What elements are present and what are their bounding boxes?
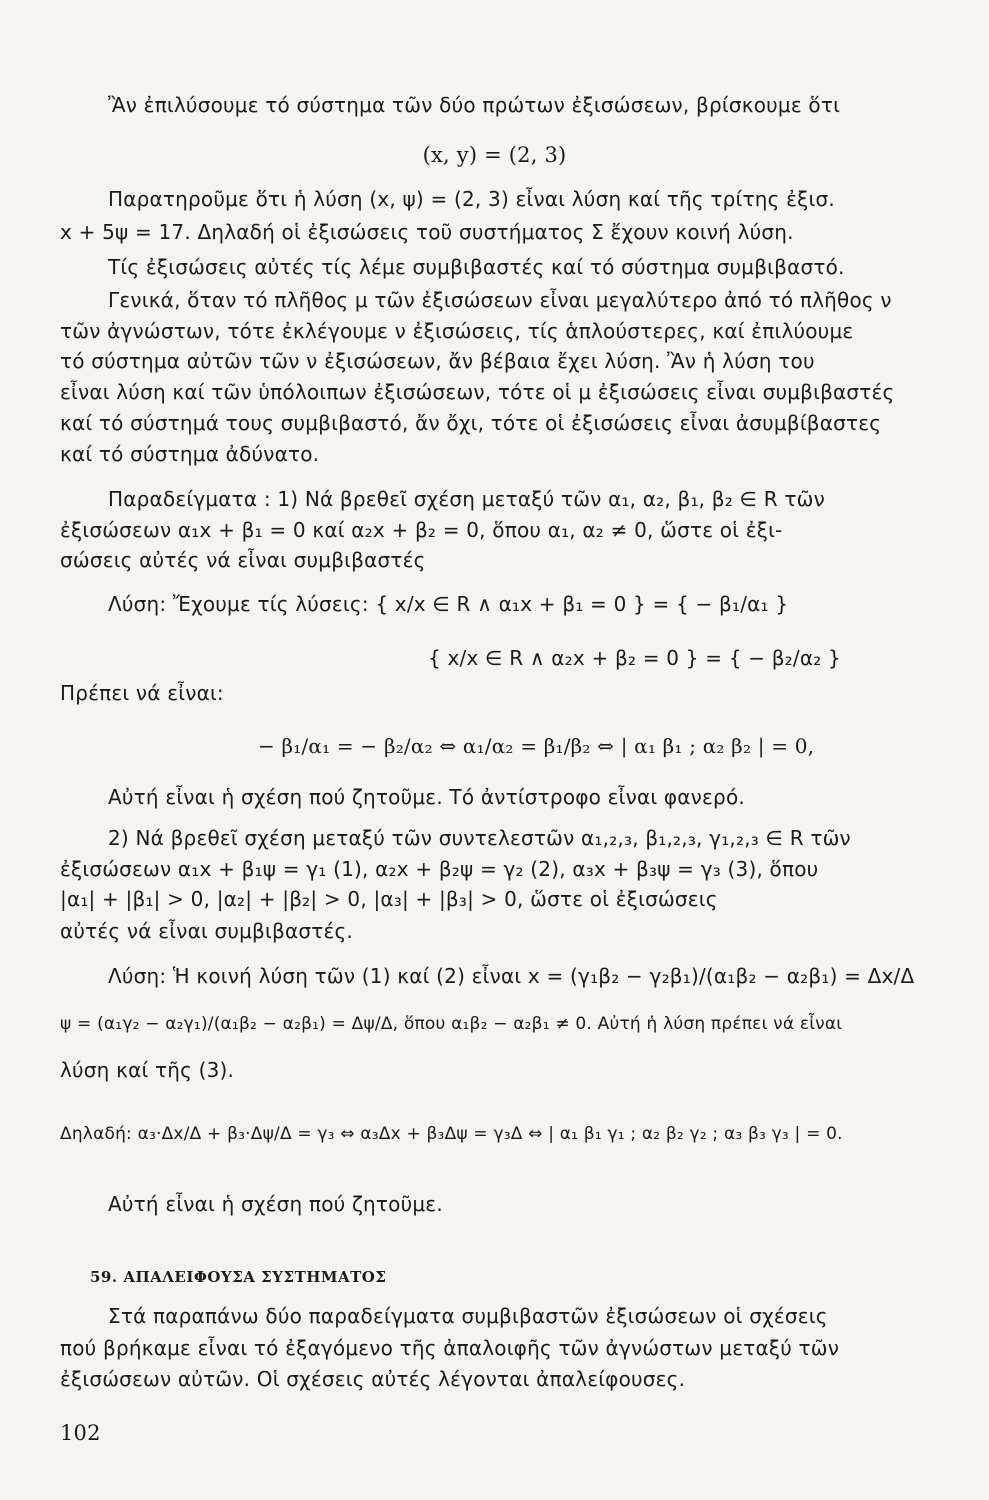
text-line: πού βρήκαμε εἶναι τό ἐξαγόμενο τῆς ἀπαλοιφῆς τῶν ἀγνώστων μεταξύ τῶν (60, 1336, 840, 1360)
text-line: ἐξισώσεων αὐτῶν. Οἱ σχέσεις αὐτές λέγονται ἀπαλείφουσες. (60, 1367, 686, 1391)
text-line: Παρατηροῦμε ὅτι ἡ λύση (x, ψ) = (2, 3) εἶναι λύση καί τῆς τρίτης ἐξισ. (108, 187, 835, 211)
equation-solution: (x, y) = (2, 3) (422, 143, 567, 167)
text-line: ἐξισώσεων α₁x + β₁ψ = γ₁ (1), α₂x + β₂ψ = γ₂ (2), α₃x + β₃ψ = γ₃ (3), ὅπου (60, 857, 819, 881)
text-line: τῶν ἀγνώστων, τότε ἐκλέγουμε ν ἐξισώσεις, τίς ἁπλούστερες, καί ἐπιλύουμε (60, 319, 854, 343)
text-line: τό σύστημα αὐτῶν τῶν ν ἐξισώσεων, ἄν βέβαια ἔχει λύση. Ἂν ἡ λύση του (60, 349, 815, 373)
text-line: καί τό σύστημά τους συμβιβαστό, ἄν ὄχι, τότε οἱ ἐξισώσεις εἶναι ἀσυμβίβαστες (60, 411, 882, 435)
text-line: αὐτές νά εἶναι συμβιβαστές. (60, 919, 353, 943)
text-line: Αὐτή εἶναι ἡ σχέση πού ζητοῦμε. Τό ἀντίστροφο εἶναι φανερό. (108, 785, 745, 809)
text-line: ψ = (α₁γ₂ − α₂γ₁)/(α₁β₂ − α₂β₁) = Δψ/Δ, ὅπου α₁β₂ − α₂β₁ ≠ 0. Αὐτή ἡ λύση πρέπει νά εἶναι (60, 1014, 843, 1034)
text-line: ἐξισώσεων α₁x + β₁ = 0 καί α₂x + β₂ = 0, ὅπου α₁, α₂ ≠ 0, ὥστε οἱ ἐξι- (60, 518, 783, 542)
text-line: |α₁| + |β₁| > 0, |α₂| + |β₂| > 0, |α₃| + |β₃| > 0, ὥστε οἱ ἐξισώσεις (60, 887, 718, 911)
text-line: Λύση: Ἡ κοινή λύση τῶν (1) καί (2) εἶναι x = (γ₁β₂ − γ₂β₁)/(α₁β₂ − α₂β₁) = Δx/Δ (108, 964, 915, 988)
solution-sets-line: Λύση: Ἔχουμε τίς λύσεις: { x/x ∈ R ∧ α₁x + β₁ = 0 } = { − β₁/α₁ } (108, 592, 789, 616)
text-line: εἶναι λύση καί τῶν ὑπόλοιπων ἐξισώσεων, τότε οἱ μ ἐξισώσεις εἶναι συμβιβαστές (60, 380, 895, 404)
text-line: 2) Νά βρεθεῖ σχέση μεταξύ τῶν συντελεστῶν α₁,₂,₃, β₁,₂,₃, γ₁,₂,₃ ∈ R τῶν (108, 826, 851, 850)
text-line: Ἂν ἐπιλύσουμε τό σύστημα τῶν δύο πρώτων ἐξισώσεων, βρίσκουμε ὅτι (108, 93, 841, 117)
text-line: σώσεις αὐτές νά εἶναι συμβιβαστές (60, 548, 426, 572)
text-line: καί τό σύστημα ἀδύνατο. (60, 442, 320, 466)
text-line: Στά παραπάνω δύο παραδείγματα συμβιβαστῶν ἐξισώσεων οἱ σχέσεις (108, 1304, 828, 1328)
text-line: Αὐτή εἶναι ἡ σχέση πού ζητοῦμε. (108, 1192, 443, 1216)
page-number: 102 (60, 1421, 101, 1445)
examples-heading-line: Παραδείγματα : 1) Νά βρεθεῖ σχέση μεταξύ τῶν α₁, α₂, β₁, β₂ ∈ R τῶν (108, 487, 825, 511)
text-line: Γενικά, ὅταν τό πλῆθος μ τῶν ἐξισώσεων εἶναι μεγαλύτερο ἀπό τό πλῆθος ν (108, 288, 892, 312)
text-line: λύση καί τῆς (3). (60, 1058, 235, 1082)
solution-sets-line: { x/x ∈ R ∧ α₂x + β₂ = 0 } = { − β₂/α₂ } (428, 646, 841, 670)
text-line: x + 5ψ = 17. Δηλαδή οἱ ἐξισώσεις τοῦ συστήματος Σ ἔχουν κοινή λύση. (60, 220, 794, 244)
text-line: Τίς ἐξισώσεις αὐτές τίς λέμε συμβιβαστές καί τό σύστημα συμβιβαστό. (108, 255, 845, 279)
section-heading: 59. ΑΠΑΛΕΙΦΟΥΣΑ ΣΥΣΤΗΜΑΤΟΣ (90, 1268, 387, 1286)
text-line: Πρέπει νά εἶναι: (60, 681, 224, 705)
determinant-equation: − β₁/α₁ = − β₂/α₂ ⇔ α₁/α₂ = β₁/β₂ ⇔ | α₁ β₁ ; α₂ β₂ | = 0, (258, 734, 815, 758)
determinant-equation: Δηλαδή: α₃·Δx/Δ + β₃·Δψ/Δ = γ₃ ⇔ α₃Δx + β₃Δψ = γ₃Δ ⇔ | α₁ β₁ γ₁ ; α₂ β₂ γ₂ ; α₃ β₃ γ₃ | = 0. (60, 1124, 843, 1144)
